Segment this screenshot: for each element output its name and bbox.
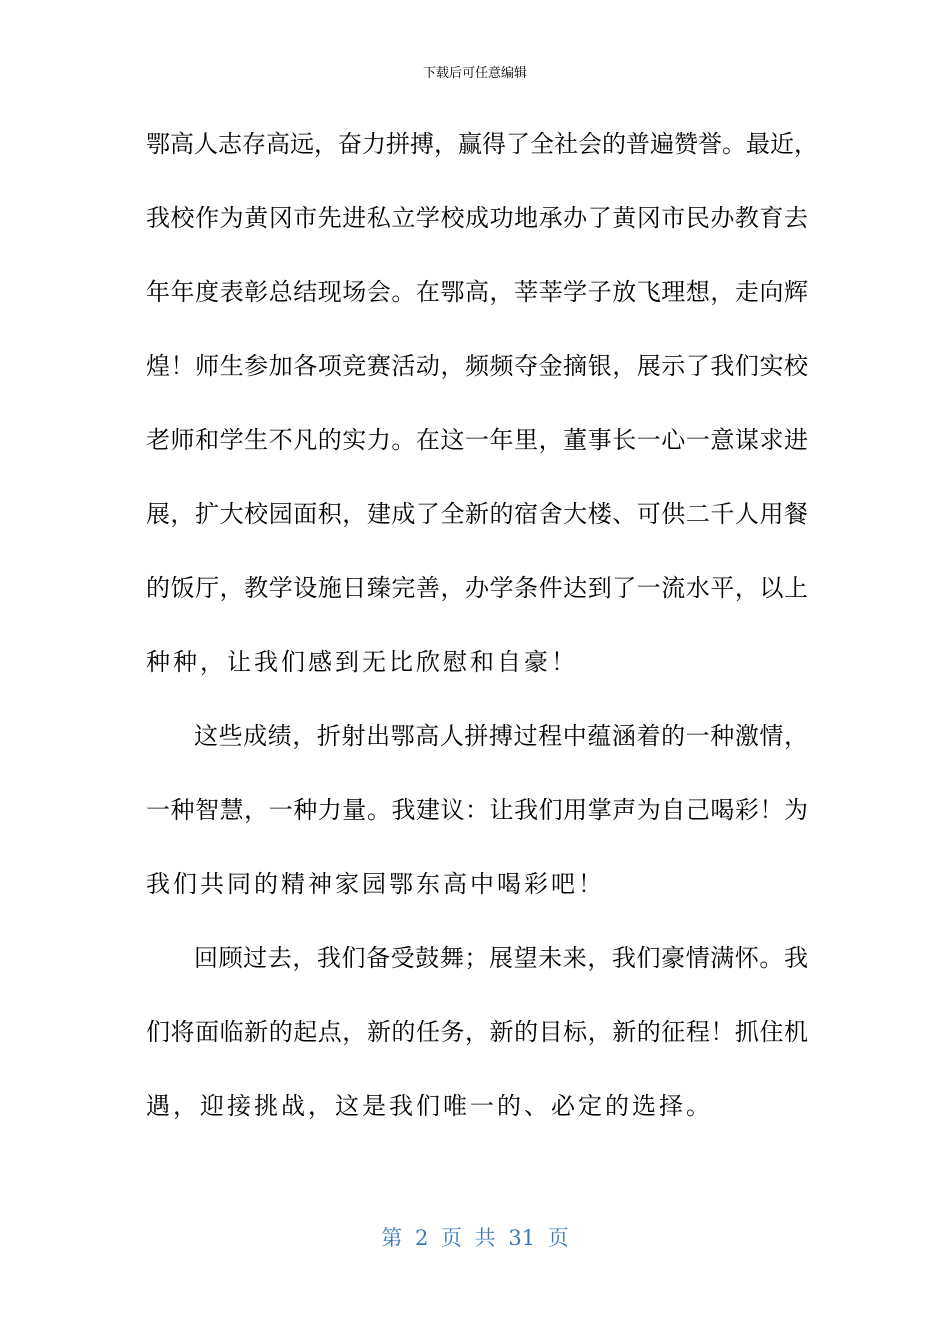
paragraph-line: 们将面临新的起点，新的任务，新的目标，新的征程！抓住机 [146, 1018, 808, 1046]
document-body [146, 120, 818, 1156]
paragraph [146, 934, 808, 1156]
page-number-footer: 第 2 页 共 31 页 [381, 1226, 569, 1250]
paragraph-line: 遇，迎接挑战，这是我们唯一的、必定的选择。 [146, 1092, 713, 1120]
page-header: 下载后可任意编辑 [422, 66, 527, 81]
paragraph-line: 回顾过去，我们备受鼓舞；展望未来，我们豪情满怀。我 [194, 944, 808, 972]
paragraph [146, 120, 818, 712]
paragraph-line: 鄂高人志存高远，奋力拼搏，赢得了全社会的普遍赞誉。最近， [146, 130, 818, 158]
paragraph-line: 一种智慧，一种力量。我建议：让我们用掌声为自己喝彩！为 [146, 796, 808, 824]
paragraph-line: 这些成绩，折射出鄂高人拼搏过程中蕴涵着的一种激情， [194, 722, 808, 750]
paragraph-line: 年年度表彰总结现场会。在鄂高，莘莘学子放飞理想，走向辉 [146, 278, 808, 306]
paragraph [146, 712, 808, 934]
paragraph-line: 我校作为黄冈市先进私立学校成功地承办了黄冈市民办教育去 [146, 204, 808, 232]
paragraph-line: 的饭厅，教学设施日臻完善，办学条件达到了一流水平，以上 [146, 574, 808, 602]
paragraph-line: 种种，让我们感到无比欣慰和自豪！ [146, 648, 578, 676]
paragraph-line: 煌！师生参加各项竞赛活动，频频夺金摘银，展示了我们实校 [146, 352, 808, 380]
paragraph-line: 我们共同的精神家园鄂东高中喝彩吧！ [146, 870, 605, 898]
paragraph-line: 老师和学生不凡的实力。在这一年里，董事长一心一意谋求进 [146, 426, 808, 454]
paragraph-line: 展，扩大校园面积，建成了全新的宿舍大楼、可供二千人用餐 [146, 500, 808, 528]
